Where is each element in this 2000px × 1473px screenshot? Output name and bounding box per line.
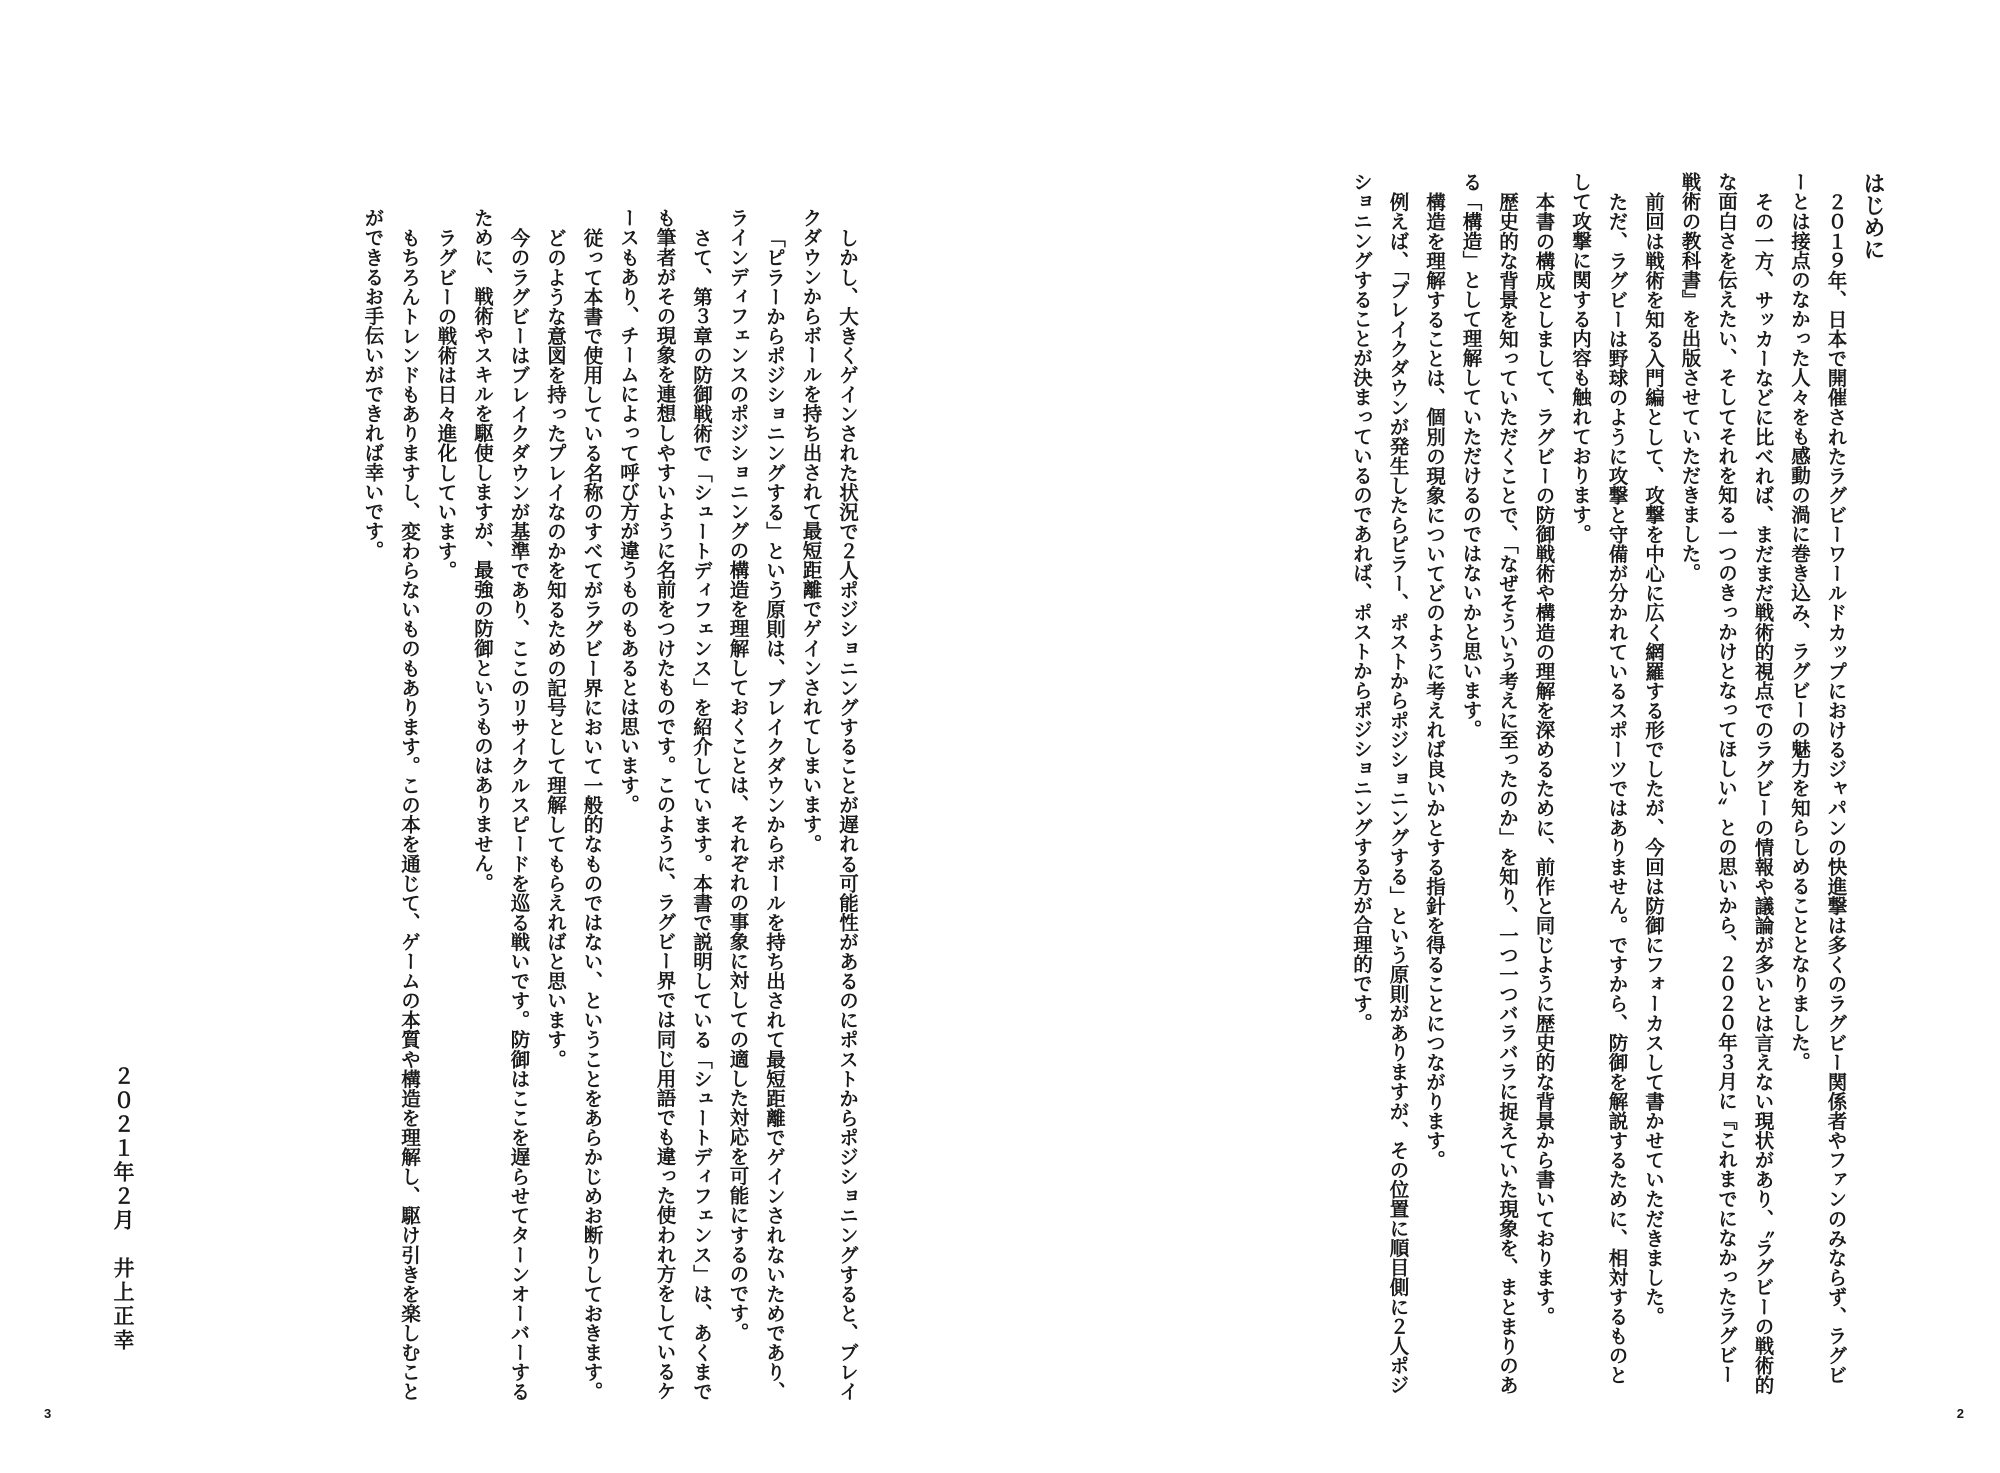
paragraph: 構造を理解することは、個別の現象についてどのように考えれば良いかとする指針を得ることにつながります。 <box>1423 191 1446 1169</box>
paragraph: 例えば、「ブレイクダウンが発生したらピラー、ポストからポジショニングする」という原則がありますが、その位置に順目側に２人ポジショニングすることが決まっているのであれば、ポストからポジショニングする方が合理的です。 <box>1350 172 1410 1394</box>
paragraph: さて、第３章の防御戦術で「シュートディフェンス」を紹介しています。本書で説明している「シュートディフェンス」は、あくまでも筆者がその現象を連想しやすいように名前をつけたものです。このように、ラグビー界では同じ用語でも違った使われ方をしているケースもあり、チームによって呼び方が違うものもあるとは思います。 <box>617 208 713 1401</box>
paragraph: ラグビーの戦術は日々進化しています。 <box>434 227 458 580</box>
paragraph: 今のラグビーはブレイクダウンが基準であり、ここのリサイクルスピードを巡る戦いです。防御はここを遅らせてターンオーバーするために、戦術やスキルを駆使しますが、最強の防御というものはありません。 <box>471 208 531 1401</box>
paragraph: どのような意図を持ったプレイなのかを知るための記号として理解してもらえればと思います。 <box>544 227 567 1069</box>
paragraph: もちろんトレンドもありますし、変わらないものもあります。この本を通じて、ゲームの本質や構造を理解し、駆け引きを楽しむことができるお手伝いができれば幸いです。 <box>361 208 421 1401</box>
page-number: 2 <box>1956 1406 1964 1421</box>
paragraph: ただ、ラグビーは野球のように攻撃と守備が分かれているスポーツではありません。ですから、防御を解説するために、相対するものとして攻撃に関する内容も触れております。 <box>1569 172 1629 1385</box>
left-page-body <box>354 208 865 1403</box>
paragraph: しかし、大きくゲインされた状況で２人ポジショニングすることが遅れる可能性があるのにポストからポジショニングすると、ブレイクダウンからボールを持ち出されて最短距離でゲインされてしまいます。 <box>799 208 859 1401</box>
right-page <box>1000 0 2000 1473</box>
paragraph: その一方、サッカーなどに比べれば、まだまだ戦術的視点でのラグビーの情報や議論が多いとは言えない現状があり、〝ラグビーの戦術的な面白さを伝えたい、そしてそれを知る一つのきっかけとなってほしい〟との思いから、２０２０年３月に『これまでになかったラグビー戦術の教科書』を出版させていただきました。 <box>1678 172 1775 1394</box>
paragraph: 歴史的な背景を知っていただくことで、「なぜそういう考えに至ったのか」を知り、一つ一つバラバラに捉えていた現象を、まとまりのある「構造」として理解していただけるのではないかと思います。 <box>1459 172 1519 1394</box>
date-and-author-signature: ２０２１年２月 井上正幸 <box>111 1065 135 1353</box>
paragraph: ２０１９年、日本で開催されたラグビーワールドカップにおけるジャパンの快進撃は多くのラグビー関係者やファンのみならず、ラグビーとは接点のなかった人々をも感動の渦に巻き込み、ラグビーの魅力を知らしめることとなりました。 <box>1788 172 1848 1385</box>
paragraph: 前回は戦術を知る入門編として、攻撃を中心に広く網羅する形でしたが、今回は防御にフォーカスして書かせていただきました。 <box>1642 191 1665 1326</box>
paragraph: 「ピラーからポジショニングする」という原則は、ブレイクダウンからボールを持ち出されて最短距離でゲインされないためであり、ラインディフェンスのポジショニングの構造を理解しておくことは、それぞれの事象に対しての適した対応を可能にするのです。 <box>726 208 786 1401</box>
page-number: 3 <box>44 1406 52 1421</box>
paragraph: 従って本書で使用している名称のすべてがラグビー界において一般的なものではない、ということをあらかじめお断りしておきます。 <box>580 227 604 1401</box>
paragraph: 本書の構成としまして、ラグビーの防御戦術や構造の理解を深めるために、前作と同じように歴史的な背景から書いております。 <box>1532 191 1556 1326</box>
right-page-body <box>1343 172 1891 1402</box>
chapter-heading: はじめに <box>1860 172 1885 261</box>
